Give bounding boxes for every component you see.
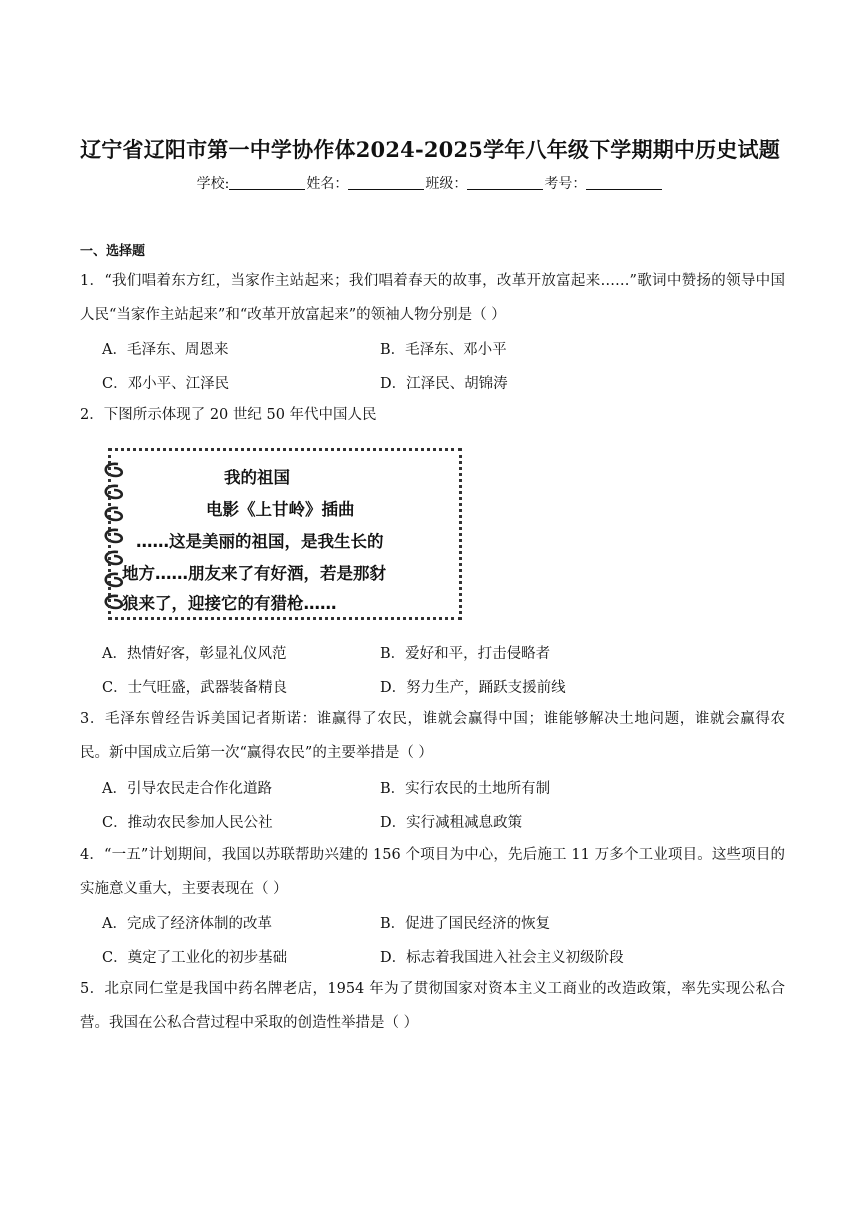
question-3-option-b: B．实行农民的土地所有制 [380,781,551,797]
name-blank [348,175,424,190]
student-info-line [0,173,860,193]
section-title: 一、选择题 [80,244,146,259]
question-1-option-b: B．毛泽东、邓小平 [380,342,507,358]
question-4-option-d: D．标志着我国进入社会主义初级阶段 [380,950,624,966]
question-4-option-a: A．完成了经济体制的改革 [102,916,272,932]
question-2-option-c: C．士气旺盛，武器装备精良 [102,680,288,696]
school-blank [229,175,305,190]
exam-title: 辽宁省辽阳市第一中学协作体2024-2025学年八年级下学期期中历史试题 [80,137,780,162]
question-3-text: 3．毛泽东曾经告诉美国记者斯诺：谁赢得了农民，谁就会赢得中国；谁能够解决土地问题，谁就会赢得农民。新中国成立后第一次“赢得农民”的主要举措是（ ） [80,711,785,761]
question-4-text: 4．“一五”计划期间，我国以苏联帮助兴建的 156 个项目为中心，先后施工 11 万多个工业项目。这些项目的实施意义重大，主要表现在（ ） [80,847,785,897]
question-3-option-d: D．实行减租减息政策 [380,815,523,831]
name-label: 姓名： [306,176,349,192]
lyrics-line-1: ……这是美丽的祖国，是我生长的 [136,532,384,551]
question-1-option-c: C．邓小平、江泽民 [102,376,230,392]
class-label: 班级： [425,176,468,192]
song-lyrics-figure [96,446,468,626]
question-2-option-b: B．爱好和平，打击侵略者 [380,646,551,662]
question-3-option-a: A．引导农民走合作化道路 [102,781,272,797]
question-2-option-a: A．热情好客，彰显礼仪风范 [102,646,287,662]
question-4-option-c: C．奠定了工业化的初步基础 [102,950,288,966]
school-label: 学校: [196,176,230,192]
class-blank [467,175,543,190]
lyrics-song-title: 我的祖国 [224,468,290,487]
question-4-option-b: B．促进了国民经济的恢复 [380,916,551,932]
question-5-text: 5．北京同仁堂是我国中药名牌老店，1954 年为了贯彻国家对资本主义工商业的改造政策，率先实现公私合营。我国在公私合营过程中采取的创造性举措是（ ） [80,981,785,1031]
lyrics-line-2: 地方……朋友来了有好酒，若是那豺 [122,564,386,583]
question-1-text: 1．“我们唱着东方红，当家作主站起来；我们唱着春天的故事，改革开放富起来……”歌词中赞扬的领导中国人民“当家作主站起来”和“改革开放富起来”的领袖人物分别是（ ） [80,273,785,323]
question-1-option-d: D．江泽民、胡锦涛 [380,376,508,392]
question-3-option-c: C．推动农民参加人民公社 [102,815,273,831]
lyrics-line-3: 狼来了，迎接它的有猎枪…… [122,594,337,613]
lyrics-song-source: 电影《上甘岭》插曲 [206,500,355,519]
question-1-option-a: A．毛泽东、周恩来 [102,342,229,358]
question-2-text: 2．下图所示体现了 20 世纪 50 年代中国人民 [80,407,377,423]
number-label: 考号： [544,176,587,192]
question-2-option-d: D．努力生产，踊跃支援前线 [380,680,566,696]
number-blank [586,175,662,190]
